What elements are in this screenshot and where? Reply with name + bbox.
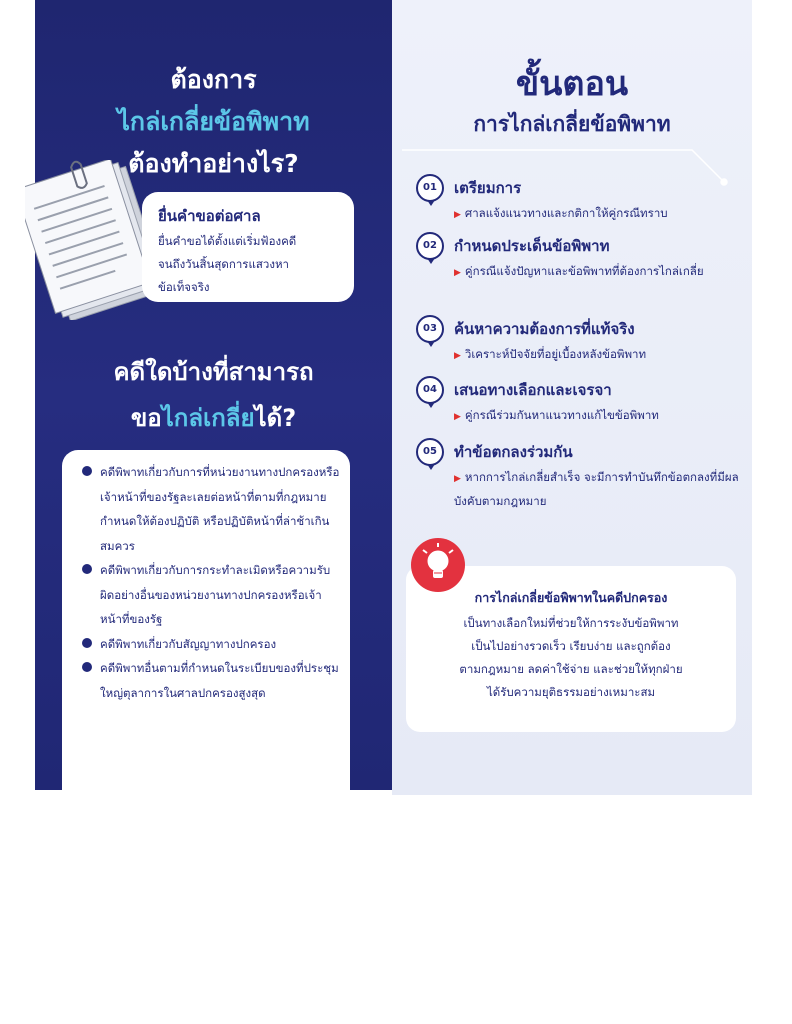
arrow-bullet-icon: ▶ bbox=[454, 474, 461, 484]
left-heading-line1: ต้องการ bbox=[170, 65, 257, 94]
arrow-bullet-icon: ▶ bbox=[454, 412, 461, 422]
petition-body bbox=[158, 230, 348, 299]
step-desc bbox=[454, 404, 744, 428]
petition-line: ข้อเท็จจริง bbox=[158, 280, 210, 294]
step-desc bbox=[454, 466, 744, 512]
arrow-bullet-icon: ▶ bbox=[454, 351, 461, 361]
circuit-decoration bbox=[392, 140, 752, 200]
list-item bbox=[80, 656, 342, 705]
bullet-icon bbox=[82, 638, 92, 648]
question-prefix: ขอ bbox=[130, 404, 162, 432]
question-heading-line2 bbox=[35, 398, 392, 437]
petition-card bbox=[142, 192, 354, 302]
step-number-badge: 05 bbox=[416, 438, 444, 466]
step-desc bbox=[454, 343, 744, 367]
steps-subtitle: การไกล่เกลี่ยข้อพิพาท bbox=[473, 112, 671, 136]
info-body bbox=[416, 612, 726, 704]
list-item bbox=[80, 632, 342, 657]
step-title: กำหนดประเด็นข้อพิพาท bbox=[454, 237, 610, 255]
step-desc-text: คู่กรณีร่วมกันหาแนวทางแก้ไขข้อพิพาท bbox=[464, 408, 659, 422]
step-title: ทำข้อตกลงร่วมกัน bbox=[454, 443, 573, 461]
step-desc-text: หากการไกล่เกลี่ยสำเร็จ จะมีการทำบันทึกข้อตกลงที่มีผลบังคับตามกฎหมาย bbox=[454, 470, 739, 508]
info-line: ได้รับความยุติธรรมอย่างเหมาะสม bbox=[486, 685, 656, 699]
step-number-badge: 03 bbox=[416, 315, 444, 343]
petition-line: ยื่นคำขอได้ตั้งแต่เริ่มฟ้องคดี bbox=[158, 234, 297, 248]
bullet-icon bbox=[82, 564, 92, 574]
info-title: การไกล่เกลี่ยข้อพิพาทในคดีปกครอง bbox=[474, 590, 668, 605]
list-item-text: คดีพิพาทเกี่ยวกับการกระทำละเมิดหรือความรับผิดอย่างอื่นของหน่วยงานทางปกครองหรือเจ้าหน้าที่ของรัฐ bbox=[100, 563, 331, 626]
step-desc bbox=[454, 202, 744, 226]
left-heading-line2: ไกล่เกลี่ยข้อพิพาท bbox=[117, 107, 310, 136]
step-desc-text: ศาลแจ้งแนวทางและกติกาให้คู่กรณีทราบ bbox=[464, 206, 668, 220]
arrow-bullet-icon: ▶ bbox=[454, 210, 461, 220]
question-heading-line1: คดีใดบ้างที่สามารถ bbox=[113, 358, 314, 386]
question-accent: ไกล่เกลี่ย bbox=[161, 404, 255, 432]
step-desc-text: คู่กรณีแจ้งปัญหาและข้อพิพาทที่ต้องการไกล่เกลี่ย bbox=[464, 264, 704, 278]
step-desc bbox=[454, 260, 744, 284]
petition-title: ยื่นคำขอต่อศาล bbox=[158, 207, 261, 225]
petition-line: จนถึงวันสิ้นสุดการแสวงหา bbox=[158, 257, 290, 271]
question-suffix: ได้? bbox=[254, 404, 297, 432]
list-item bbox=[80, 460, 342, 558]
list-item-text: คดีพิพาทเกี่ยวกับการที่หน่วยงานทางปกครองหรือเจ้าหน้าที่ของรัฐละเลยต่อหน้าที่ตามที่กฎหมายกำหนดให้ต้องปฏิบัติ หรือปฏิบัติหน้าที่ล่าช้าเกินสมควร bbox=[100, 465, 340, 553]
step-title: ค้นหาความต้องการที่แท้จริง bbox=[454, 320, 635, 338]
step-title: เตรียมการ bbox=[454, 179, 522, 197]
step-number-badge: 02 bbox=[416, 232, 444, 260]
case-types-card bbox=[62, 450, 350, 790]
info-line: ตามกฎหมาย ลดค่าใช้จ่าย และช่วยให้ทุกฝ่าย bbox=[459, 662, 683, 676]
bullet-icon bbox=[82, 466, 92, 476]
left-heading-line3: ต้องทำอย่างไร? bbox=[128, 149, 299, 178]
info-line: เป็นไปอย่างรวดเร็ว เรียบง่าย และถูกต้อง bbox=[471, 639, 671, 653]
step-number-badge: 04 bbox=[416, 376, 444, 404]
list-item bbox=[80, 558, 342, 632]
info-line: เป็นทางเลือกใหม่ที่ช่วยให้การระงับข้อพิพาท bbox=[463, 616, 679, 630]
step-desc-text: วิเคราะห์ปัจจัยที่อยู่เบื้องหลังข้อพิพาท bbox=[464, 347, 647, 361]
arrow-bullet-icon: ▶ bbox=[454, 268, 461, 278]
step-title: เสนอทางเลือกและเจรจา bbox=[454, 381, 612, 399]
steps-title: ขั้นตอน bbox=[515, 64, 629, 104]
lightbulb-icon bbox=[411, 538, 465, 592]
case-types-list bbox=[80, 460, 342, 705]
bullet-icon bbox=[82, 662, 92, 672]
list-item-text: คดีพิพาทอื่นตามที่กำหนดในระเบียบของที่ประชุมใหญ่ตุลาการในศาลปกครองสูงสุด bbox=[100, 661, 339, 700]
step-number-badge: 01 bbox=[416, 174, 444, 202]
list-item-text: คดีพิพาทเกี่ยวกับสัญญาทางปกครอง bbox=[100, 636, 277, 651]
